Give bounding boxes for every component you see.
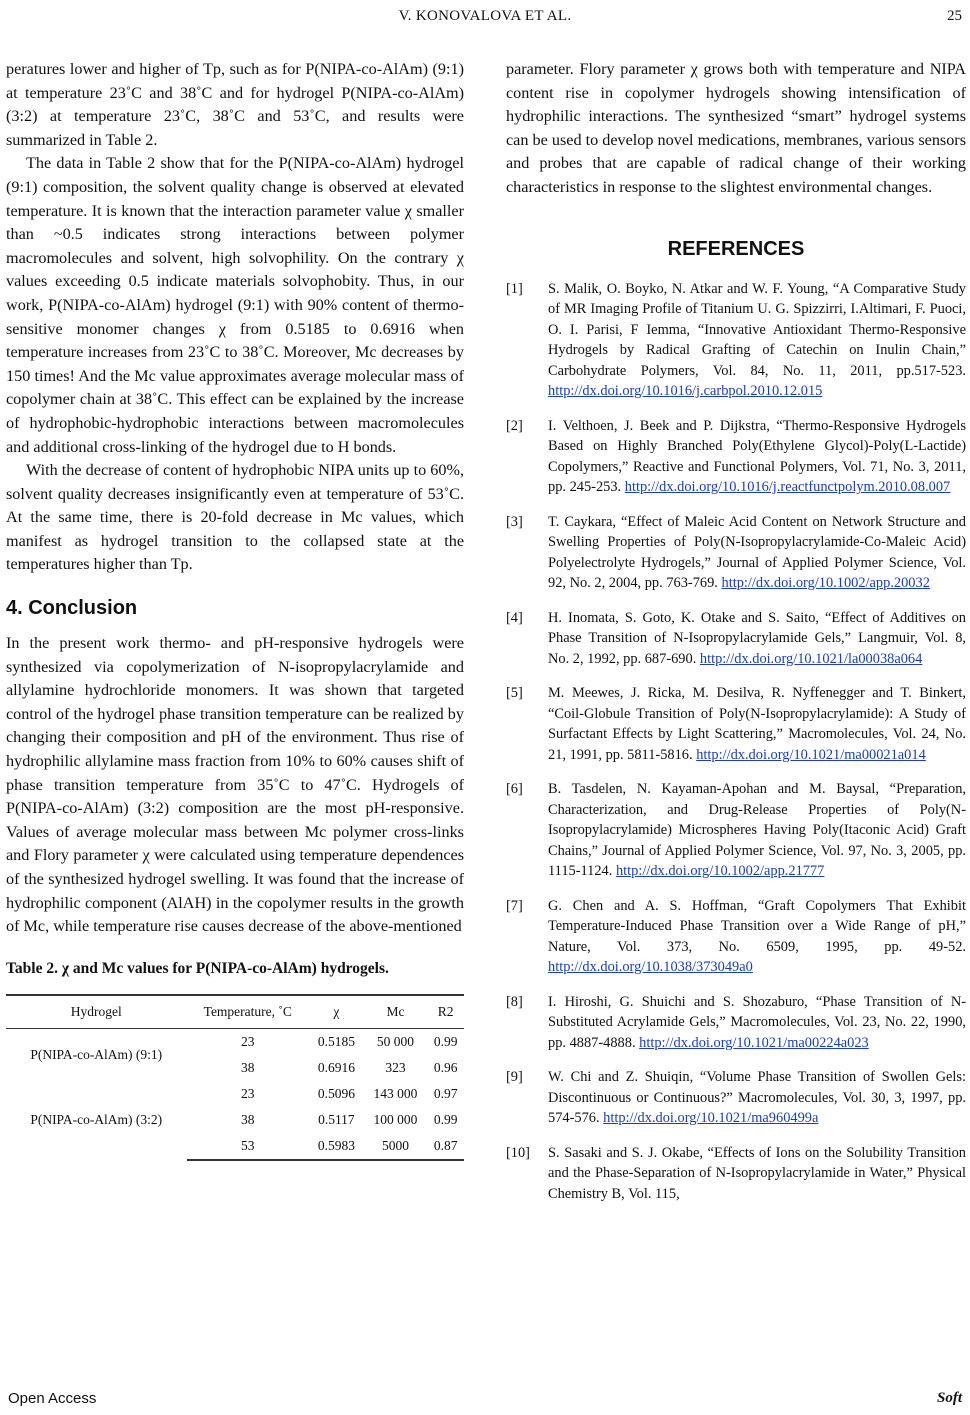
doi-link[interactable]: http://dx.doi.org/10.1021/ma00224a023 [639, 1034, 869, 1051]
table-caption: Table 2. χ and Mc values for P(NIPA-co-AlAm) hydrogels. [6, 959, 389, 977]
paragraph: With the decrease of content of hydrophobic NIPA units up to 60%, solvent quality decreases insignificantly even at temperature of 53˚C. At the same time, there is 20-fold decrease in Mc values, which manifest as hydrogel transition to the collapsed state at the temperatures higher than Tp. [6, 461, 464, 574]
cell: 143 000 [373, 1085, 418, 1101]
cell: 0.6916 [317, 1059, 355, 1075]
doi-link[interactable]: http://dx.doi.org/10.1021/ma00021a014 [696, 746, 926, 763]
reference-item [506, 1143, 966, 1205]
reference-body [548, 779, 966, 882]
reference-item [506, 1067, 966, 1129]
doi-link[interactable]: http://dx.doi.org/10.1021/ma960499a [603, 1110, 819, 1127]
header-cell: χ [309, 995, 364, 1029]
reference-text: W. Chi and Z. Shuiqin, “Volume Phase Transition of Swollen Gels: Discontinuous or Continuous?” Macromolecules, Vol. 30, 3, 1997, pp. 574-576. [548, 1069, 966, 1127]
reference-body [548, 416, 966, 498]
cell: 38 [241, 1059, 255, 1075]
header-cell: Mc [364, 995, 428, 1029]
left-column [6, 58, 464, 1161]
reference-text: S. Malik, O. Boyko, N. Atkar and W. F. Young, “A Comparative Study of MR Imaging Profile of Titanium U. G. Spizzirri, I.Altimari, F. Puoci, O. I. Parisi, F Iemma, “Innovative Antioxidant Thermo-Responsive Hydrogels by Radical Grafting of Catechin on Inulin Chain,” Carbohydrate Polymers, Vol. 84, No. 11, 2011, pp.517-523. [548, 280, 966, 379]
reference-body [548, 1143, 966, 1205]
doi-link[interactable]: http://dx.doi.org/10.1016/j.reactfunctpolym.2010.08.007 [624, 479, 951, 496]
right-column [506, 58, 966, 1218]
reference-text: S. Sasaki and S. J. Okabe, “Effects of Ions on the Solubility Transition and the Phase-Separation of N-Isopropylacrylamide in Water,” Physical Chemistry B, Vol. 115, [548, 1144, 966, 1202]
reference-number: [5] [506, 685, 523, 702]
reference-body [548, 279, 966, 402]
cell: 23 [241, 1085, 255, 1101]
footer-journal: Soft [936, 1390, 962, 1406]
reference-number: [8] [506, 993, 523, 1010]
reference-text: M. Meewes, J. Ricka, M. Desilva, R. Nyffenegger and T. Binkert, “Coil-Globule Transition of Poly(N-Isopropylacrylamide): A Study of Surfactant Effects by Light Scattering,” Macromolecules, Vol. 24, No. 21, 1991, pp. 5811-5816. [548, 685, 966, 763]
cell: 0.5983 [309, 1133, 364, 1160]
header-cell: Temperature, ˚C [187, 995, 310, 1029]
table-row [6, 1028, 464, 1055]
reference-item [506, 992, 966, 1054]
cell: 0.99 [433, 1033, 458, 1049]
cell: 0.5117 [318, 1111, 355, 1127]
cell: 50 000 [376, 1033, 415, 1049]
cell: 0.5096 [317, 1085, 355, 1101]
reference-number: [10] [506, 1144, 530, 1161]
reference-body [548, 1067, 966, 1129]
reference-number: [7] [506, 897, 523, 914]
reference-number: [9] [506, 1069, 523, 1086]
reference-item [506, 683, 966, 765]
reference-body [548, 992, 966, 1054]
doi-link[interactable]: http://dx.doi.org/10.1038/373049a0 [548, 959, 753, 976]
doi-link[interactable]: http://dx.doi.org/10.1021/la00038a064 [699, 650, 923, 667]
reference-number: [2] [506, 417, 523, 434]
cell: 0.97 [433, 1085, 458, 1101]
cell: 0.99 [433, 1111, 458, 1127]
cell: 5000 [364, 1133, 428, 1160]
paragraph: In the present work thermo- and pH-responsive hydrogels were synthesized via copolymerization of N-isopropylacrylamide and allylamine hydrochloride monomers. It was shown that targeted control of the hydrogel phase transition temperature can be realized by changing their composition and pH of the environment. Thus rise of hydrophilic allylamine mass fraction from 10% to 60% causes shift of phase transition temperature from 35˚C to 47˚C. Hydrogels of P(NIPA-co-AlAm) (3:2) composition are the most pH-responsive. Values of average molecular mass between Mc polymer cross-links and Flory parameter χ were calculated using temperature dependences of the synthesized hydrogel swelling. It was found that the increase of hydrophilic component (AlAH) in the copolymer results in the growth of Mc, while temperature rise causes decrease of the above-mentioned [6, 634, 464, 936]
reference-body [548, 683, 966, 765]
paragraph: peratures lower and higher of Tp, such as for P(NIPA-co-AlAm) (9:1) at temperature 23˚C and 38˚C and for hydrogel P(NIPA-co-AlAm) (3:2) at temperature 23˚C, 38˚C and 53˚C, and results were summarized in Table 2. [6, 60, 464, 149]
paragraph: The data in Table 2 show that for the P(NIPA-co-AlAm) hydrogel (9:1) composition, the solvent quality change is observed at elevated temperature. It is known that the interaction parameter value χ smaller than ~0.5 indicates strong interactions between polymer macromolecules and solvent, high solvophility. On the contrary χ values exceeding 0.5 indicate materials solvophobity. Thus, in our work, P(NIPA-co-AlAm) hydrogel (9:1) with 90% content of thermo-sensitive monomer changes χ from 0.5185 to 0.6916 when temperature increases from 23˚C to 38˚C. Moreover, Mc decreases by 150 times! And the Mc value approximates average molecular mass of copolymer chain at 38˚C. This effect can be explained by the increase of hydrophobic-hydrophobic interactions between macromolecules and additional cross-linking of the hydrogel due to H bonds. [6, 154, 464, 456]
reference-number: [4] [506, 609, 523, 626]
footer-open-access: Open Access [8, 1390, 97, 1407]
cell: 323 [385, 1059, 406, 1075]
doi-link[interactable]: http://dx.doi.org/10.1002/app.20032 [721, 575, 930, 592]
reference-body [548, 896, 966, 978]
hydrogel-cell: P(NIPA-co-AlAm) (3:2) [30, 1112, 163, 1128]
section-heading: 4. Conclusion [6, 597, 138, 620]
running-head: V. KONOVALOVA ET AL. [398, 8, 572, 24]
references-list [506, 279, 966, 1205]
page-number: 25 [947, 8, 962, 24]
reference-body [548, 608, 966, 670]
hydrogel-cell: P(NIPA-co-AlAm) (9:1) [30, 1046, 163, 1062]
header-cell: Hydrogel [6, 995, 187, 1029]
reference-text: I. Hiroshi, G. Shuichi and S. Shozaburo, “Phase Transition of N-Substituted Acrylamide Gels,” Macromolecules, Vol. 23, No. 22, 1990, pp. 4887-4888. [548, 993, 966, 1051]
reference-number: [1] [506, 280, 523, 297]
cell: 0.96 [433, 1059, 458, 1075]
cell: 0.5185 [317, 1033, 355, 1049]
reference-number: [3] [506, 513, 523, 530]
results-table [6, 994, 464, 1161]
reference-text: I. Velthoen, J. Beek and P. Dijkstra, “Thermo-Responsive Hydrogels Based on Highly Branched Poly(Ethylene Glycol)-Poly(L-Lactide) Copolymers,” Reactive and Functional Polymers, Vol. 71, No. 3, 2011, pp. 245-253. [548, 417, 966, 496]
doi-link[interactable]: http://dx.doi.org/10.1002/app.21777 [615, 863, 825, 880]
cell: 0.87 [427, 1133, 464, 1160]
reference-text: B. Tasdelen, N. Kayaman-Apohan and M. Baysal, “Preparation, Characterization, and Drug-Release Properties of Poly(N-Isopropylacrylamide) Microspheres Having Poly(Itaconic Acid) Graft Chains,” Journal of Applied Polymer Science, Vol. 97, No. 3, 2005, pp. 1115-1124. [548, 781, 966, 880]
reference-item [506, 779, 966, 882]
doi-link[interactable]: http://dx.doi.org/10.1016/j.carbpol.2010.12.015 [548, 383, 823, 400]
paragraph: parameter. Flory parameter χ grows both with temperature and NIPA content rise in copolymer hydrogels showing intensification of hydrophilic interactions. The synthesized “smart” hydrogel systems can be used to develop novel medications, membranes, various sensors and probes that are capable of radical change of their working characteristics in response to the slightest environmental changes. [506, 60, 966, 196]
reference-item [506, 512, 966, 594]
reference-text: G. Chen and A. S. Hoffman, “Graft Copolymers That Exhibit Temperature-Induced Phase Transition over a Wide Range of pH,” Nature, Vol. 373, No. 6509, 1995, pp. 49-52. [548, 897, 966, 955]
cell: 23 [241, 1033, 255, 1049]
table-header-row [6, 995, 464, 1029]
references-title: REFERENCES [667, 237, 805, 260]
cell: 100 000 [373, 1111, 418, 1127]
cell: 38 [241, 1111, 255, 1127]
header-cell: R2 [427, 995, 464, 1029]
table-row [6, 1081, 464, 1107]
reference-item [506, 896, 966, 978]
reference-text: H. Inomata, S. Goto, K. Otake and S. Saito, “Effect of Additives on Phase Transition of N-Isopropylacrylamide Gels,” Langmuir, Vol. 8, No. 2, 1992, pp. 687-690. [548, 609, 966, 667]
reference-number: [6] [506, 781, 523, 798]
reference-item [506, 608, 966, 670]
cell: 53 [187, 1133, 310, 1160]
reference-text: T. Caykara, “Effect of Maleic Acid Content on Network Structure and Swelling Properties of Poly(N-Isopropylacrylamide-Co-Maleic Acid) Polyelectrolyte Hydrogels,” Journal of Applied Polymer Science, Vol. 92, No. 2, 2004, pp. 763-769. [548, 513, 966, 592]
reference-item [506, 416, 966, 498]
reference-item [506, 279, 966, 402]
reference-body [548, 512, 966, 594]
